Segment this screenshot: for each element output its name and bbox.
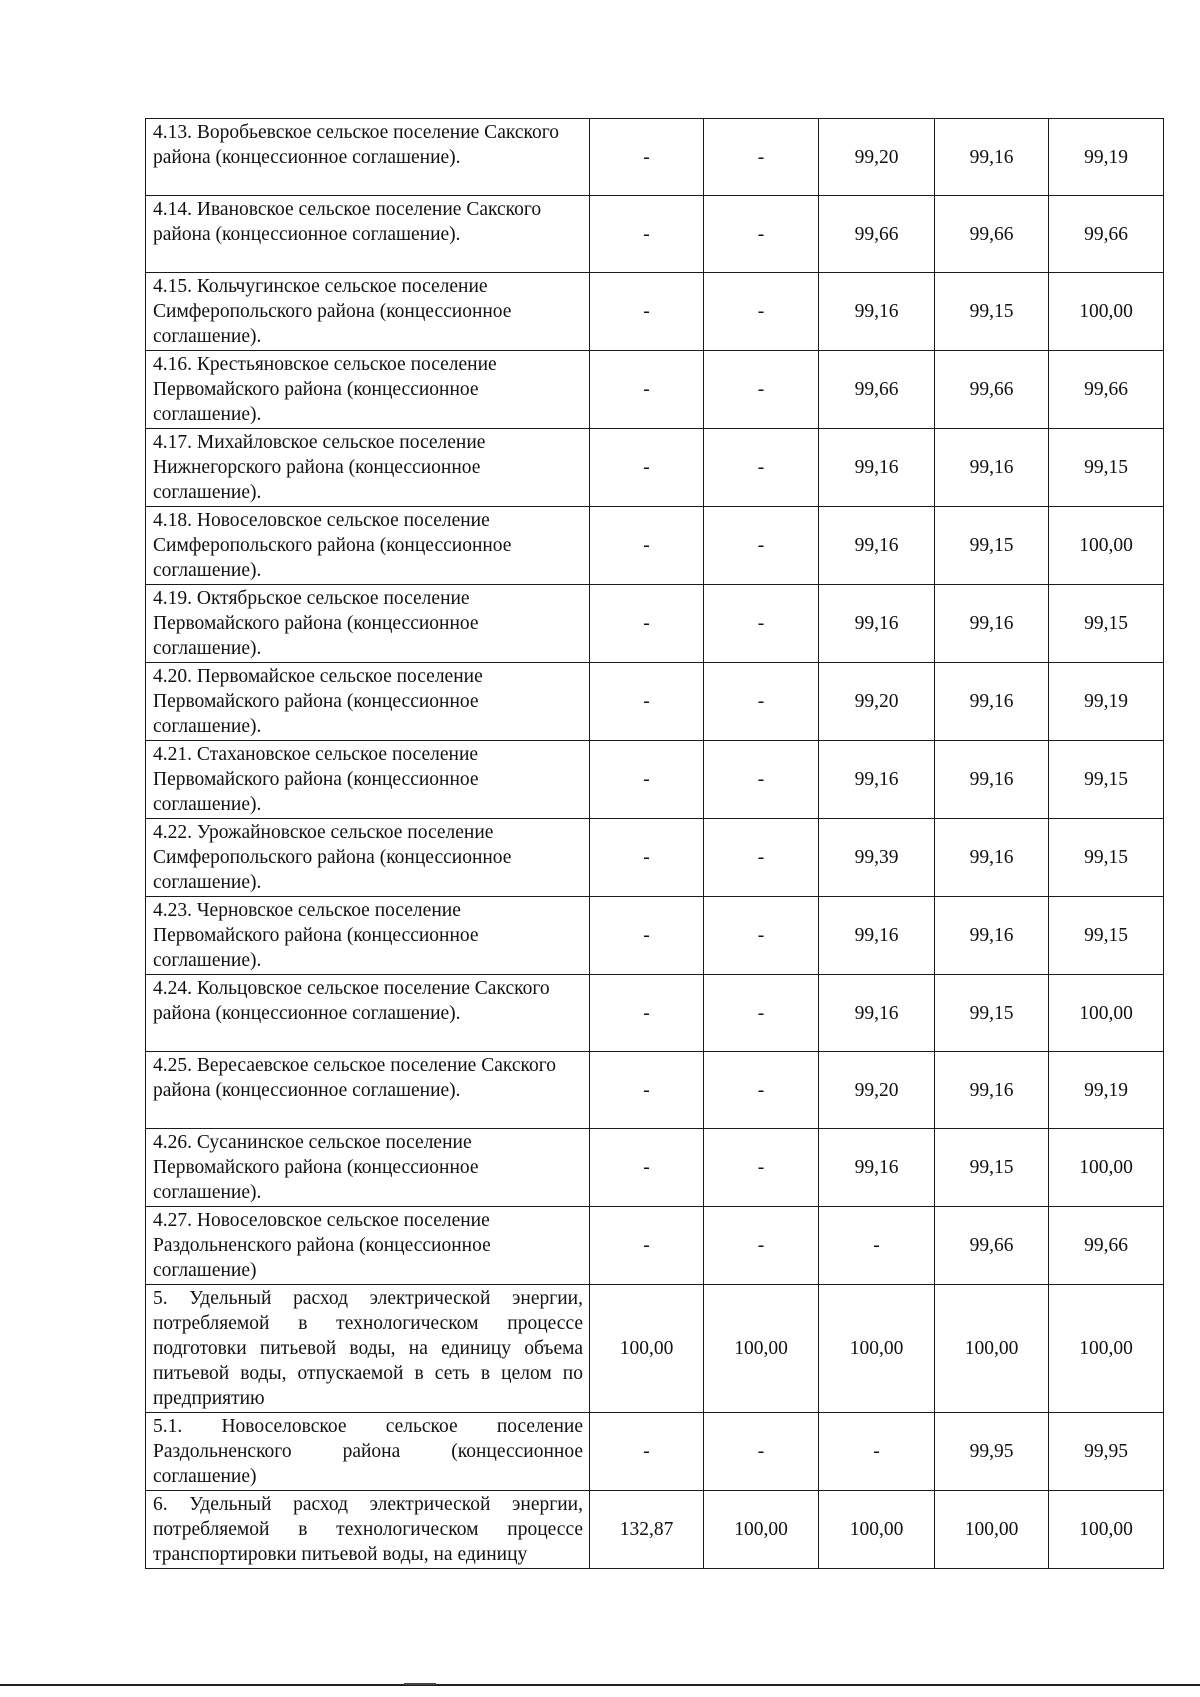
value-cell: 99,16 <box>819 897 935 975</box>
value-cell: 99,15 <box>1049 585 1164 663</box>
value-cell: 99,20 <box>819 663 935 741</box>
value-cell: 99,95 <box>1049 1413 1164 1491</box>
value-cell: - <box>590 741 704 819</box>
table-row <box>146 975 1164 1052</box>
row-name-cell: 4.26. Сусанинское сельское поселение Первомайского района (концессионное соглашение). <box>146 1129 590 1207</box>
table-row <box>146 585 1164 663</box>
value-cell: 99,66 <box>1049 1207 1164 1285</box>
value-cell: 99,15 <box>1049 819 1164 897</box>
value-cell: - <box>704 351 819 429</box>
value-cell: 100,00 <box>819 1491 935 1569</box>
value-cell: 99,95 <box>935 1413 1049 1491</box>
value-cell: 99,16 <box>819 585 935 663</box>
value-cell: - <box>704 196 819 273</box>
value-cell: 99,19 <box>1049 1052 1164 1129</box>
value-cell: 100,00 <box>1049 273 1164 351</box>
value-cell: - <box>590 1129 704 1207</box>
value-cell: 100,00 <box>590 1285 704 1413</box>
row-name-cell: 4.15. Кольчугинское сельское поселение Симферопольского района (концессионное соглашение). <box>146 273 590 351</box>
row-name-cell: 4.27. Новоселовское сельское поселение Раздольненского района (концессионное соглашение) <box>146 1207 590 1285</box>
table-row <box>146 1129 1164 1207</box>
value-cell: 100,00 <box>1049 507 1164 585</box>
value-cell: - <box>590 507 704 585</box>
value-cell: 99,15 <box>935 975 1049 1052</box>
value-cell: - <box>590 1413 704 1491</box>
value-cell: 99,16 <box>935 897 1049 975</box>
value-cell: 132,87 <box>590 1491 704 1569</box>
row-name-cell: 4.14. Ивановское сельское поселение Сакского района (концессионное соглашение). <box>146 196 590 273</box>
value-cell: - <box>704 897 819 975</box>
row-name-cell: 6. Удельный расход электрической энергии, потребляемой в технологическом процессе транспортировки питьевой воды, на единицу <box>146 1491 590 1569</box>
table-row <box>146 897 1164 975</box>
value-cell: 99,16 <box>819 273 935 351</box>
value-cell: 100,00 <box>935 1491 1049 1569</box>
value-cell: 99,66 <box>935 1207 1049 1285</box>
value-cell: 99,16 <box>935 585 1049 663</box>
table-row <box>146 1413 1164 1491</box>
value-cell: 99,16 <box>935 663 1049 741</box>
row-name-cell: 4.17. Михайловское сельское поселение Нижнегорского района (концессионное соглашение). <box>146 429 590 507</box>
value-cell: 99,16 <box>935 429 1049 507</box>
value-cell: - <box>704 1129 819 1207</box>
value-cell: 99,15 <box>1049 429 1164 507</box>
table-row <box>146 351 1164 429</box>
value-cell: 99,16 <box>935 819 1049 897</box>
value-cell: 100,00 <box>1049 1491 1164 1569</box>
value-cell: 100,00 <box>1049 1285 1164 1413</box>
table-row <box>146 1491 1164 1569</box>
table-row <box>146 196 1164 273</box>
value-cell: 100,00 <box>704 1285 819 1413</box>
row-name-cell: 4.16. Крестьяновское сельское поселение Первомайского района (концессионное соглашение). <box>146 351 590 429</box>
value-cell: 99,16 <box>819 507 935 585</box>
value-cell: - <box>590 1052 704 1129</box>
table-row <box>146 741 1164 819</box>
table-row <box>146 429 1164 507</box>
value-cell: - <box>704 119 819 196</box>
value-cell: 99,66 <box>935 351 1049 429</box>
row-name-cell: 5. Удельный расход электрической энергии, потребляемой в технологическом процессе подготовки питьевой воды, на единицу объема питьевой воды, отпускаемой в сеть в целом по предприятию <box>146 1285 590 1413</box>
value-cell: 99,66 <box>1049 351 1164 429</box>
value-cell: 99,16 <box>819 429 935 507</box>
value-cell: - <box>590 819 704 897</box>
value-cell: - <box>704 429 819 507</box>
value-cell: 100,00 <box>1049 1129 1164 1207</box>
value-cell: 99,15 <box>935 273 1049 351</box>
table-row <box>146 663 1164 741</box>
value-cell: 99,16 <box>819 1129 935 1207</box>
value-cell: 99,66 <box>1049 196 1164 273</box>
indicator-table <box>145 118 1164 1569</box>
value-cell: - <box>704 663 819 741</box>
row-name-cell: 4.13. Воробьевское сельское поселение Сакского района (концессионное соглашение). <box>146 119 590 196</box>
table-row <box>146 1207 1164 1285</box>
value-cell: 99,15 <box>1049 741 1164 819</box>
value-cell: - <box>590 429 704 507</box>
value-cell: - <box>704 741 819 819</box>
value-cell: - <box>590 119 704 196</box>
value-cell: 99,15 <box>935 507 1049 585</box>
value-cell: - <box>590 273 704 351</box>
table-row <box>146 1052 1164 1129</box>
value-cell: 100,00 <box>1049 975 1164 1052</box>
value-cell: 99,16 <box>935 1052 1049 1129</box>
value-cell: - <box>704 819 819 897</box>
row-name-cell: 4.19. Октябрьское сельское поселение Первомайского района (концессионное соглашение). <box>146 585 590 663</box>
value-cell: 99,16 <box>819 975 935 1052</box>
value-cell: 99,15 <box>935 1129 1049 1207</box>
value-cell: - <box>590 585 704 663</box>
value-cell: - <box>704 1207 819 1285</box>
value-cell: - <box>704 1413 819 1491</box>
value-cell: 100,00 <box>935 1285 1049 1413</box>
value-cell: 99,19 <box>1049 663 1164 741</box>
row-name-cell: 4.18. Новоселовское сельское поселение Симферопольского района (концессионное соглашение). <box>146 507 590 585</box>
row-name-cell: 5.1. Новоселовское сельское поселение Раздольненского района (концессионное соглашение) <box>146 1413 590 1491</box>
value-cell: 99,66 <box>819 196 935 273</box>
row-name-cell: 4.23. Черновское сельское поселение Первомайского района (концессионное соглашение). <box>146 897 590 975</box>
value-cell: 100,00 <box>819 1285 935 1413</box>
page-bottom-mark <box>404 1683 436 1685</box>
value-cell: - <box>704 507 819 585</box>
row-name-cell: 4.25. Вересаевское сельское поселение Сакского района (концессионное соглашение). <box>146 1052 590 1129</box>
value-cell: - <box>590 663 704 741</box>
table-row <box>146 507 1164 585</box>
value-cell: 99,39 <box>819 819 935 897</box>
table-body <box>146 119 1164 1569</box>
value-cell: 99,66 <box>935 196 1049 273</box>
value-cell: - <box>590 975 704 1052</box>
value-cell: 99,19 <box>1049 119 1164 196</box>
value-cell: 99,66 <box>819 351 935 429</box>
value-cell: 99,16 <box>935 741 1049 819</box>
value-cell: - <box>704 975 819 1052</box>
table-row <box>146 819 1164 897</box>
value-cell: 99,15 <box>1049 897 1164 975</box>
value-cell: - <box>819 1207 935 1285</box>
row-name-cell: 4.20. Первомайское сельское поселение Первомайского района (концессионное соглашение). <box>146 663 590 741</box>
value-cell: 100,00 <box>704 1491 819 1569</box>
table-row <box>146 119 1164 196</box>
table-row <box>146 273 1164 351</box>
value-cell: - <box>704 585 819 663</box>
value-cell: - <box>590 1207 704 1285</box>
value-cell: 99,16 <box>819 741 935 819</box>
value-cell: - <box>590 351 704 429</box>
value-cell: 99,20 <box>819 119 935 196</box>
value-cell: - <box>704 1052 819 1129</box>
value-cell: - <box>590 196 704 273</box>
page-bottom-rule <box>0 1684 1200 1686</box>
table-row <box>146 1285 1164 1413</box>
value-cell: 99,20 <box>819 1052 935 1129</box>
row-name-cell: 4.24. Кольцовское сельское поселение Сакского района (концессионное соглашение). <box>146 975 590 1052</box>
row-name-cell: 4.21. Стахановское сельское поселение Первомайского района (концессионное соглашение). <box>146 741 590 819</box>
value-cell: 99,16 <box>935 119 1049 196</box>
value-cell: - <box>819 1413 935 1491</box>
value-cell: - <box>704 273 819 351</box>
row-name-cell: 4.22. Урожайновское сельское поселение Симферопольского района (концессионное соглашение). <box>146 819 590 897</box>
value-cell: - <box>590 897 704 975</box>
